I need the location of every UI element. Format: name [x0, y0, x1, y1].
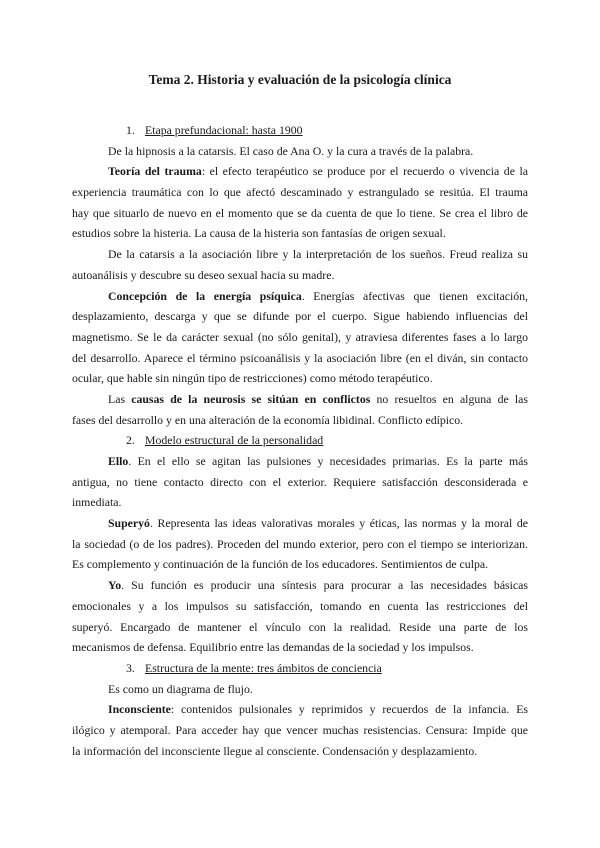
- document-body: [72, 120, 528, 761]
- paragraph-line: inmediata.: [72, 495, 122, 510]
- text-run: De la hipnosis a la catarsis. El caso de Ana O. y la cura a través de la palabra.: [108, 143, 474, 158]
- section-title: Modelo estructural de la personalidad: [145, 433, 324, 448]
- paragraph-line: magnetismo. Se le da carácter sexual (no sólo genital), y atraviesa diferentes fases a lo largo: [72, 329, 528, 344]
- paragraph-line: Es como un diagrama de flujo.: [108, 681, 253, 696]
- paragraph-line: emocionales y a los impulsos su satisfacción, tomando en cuenta las restricciones del: [72, 598, 528, 613]
- text-run: Las: [108, 391, 132, 406]
- term-bold: Concepción de la energía psíquica: [108, 288, 302, 303]
- paragraph-line: mecanismos de defensa. Equilibrio entre las demandas de la sociedad y los impulsos.: [72, 640, 474, 655]
- paragraph-line: De la catarsis a la asociación libre y la interpretación de los sueños. Freud realiza su: [108, 247, 528, 262]
- term-bold: causas de la neurosis se sitúan en conflictos: [131, 391, 371, 406]
- document-title: Tema 2. Historia y evaluación de la psicología clínica: [148, 72, 452, 87]
- text-run: . En el ello se agitan las pulsiones y necesidades primarias. Es la parte más: [128, 454, 528, 468]
- paragraph-line: experiencia traumática con lo que afectó descaminado y estrangulado se resitúa. El trauma: [72, 185, 528, 200]
- paragraph-line: [72, 513, 528, 534]
- paragraph-line: antigua, no tiene contacto directo con el exterior. Requiere satisfacción desconsiderada e: [72, 474, 528, 489]
- text-run: no resueltos en alguna de las: [370, 391, 528, 406]
- text-run: . Representa las ideas valorativas morales y éticas, las normas y la moral de: [149, 516, 528, 531]
- paragraph-line: ocular, que hable sin ningún tipo de restricciones) como método terapéutico.: [72, 371, 433, 386]
- section-number: 3.: [126, 660, 135, 675]
- section-heading: [72, 120, 528, 141]
- paragraph-line: la sociedad (o de los padres). Proceden del mundo exterior, pero con el tiempo se interiorizan.: [72, 536, 528, 551]
- section-title: Etapa prefundacional: hasta 1900: [145, 123, 303, 137]
- paragraph-line: desplazamiento, descarga y que se difunde por el cuerpo. Sigue habiendo influencias del: [72, 309, 528, 324]
- paragraph-line: la información del inconsciente llegue al consciente. Condensación y desplazamiento.: [72, 743, 478, 758]
- paragraph-line: [72, 575, 528, 596]
- paragraph-line: [72, 699, 528, 720]
- paragraph-line: [72, 389, 528, 410]
- paragraph-line: ilógico y atemporal. Para acceder hay que vencer muchas resistencias. Censura: Impide que: [72, 722, 528, 737]
- term-bold: Inconsciente: [108, 702, 171, 717]
- paragraph-line: autoanálisis y descubre su deseo sexual hacia su madre.: [72, 267, 335, 282]
- text-run: : contenidos pulsionales y reprimidos y recuerdos de la infancia. Es: [170, 702, 528, 717]
- paragraph-line: [72, 286, 528, 307]
- term-bold: Ello: [108, 454, 129, 468]
- paragraph-line: estudios sobre la histeria. La causa de la histeria son fantasías de origen sexual.: [72, 226, 446, 241]
- text-run: . Energías afectivas que tienen excitación,: [301, 288, 528, 303]
- section-heading: [72, 430, 528, 451]
- term-bold: Superyó: [108, 516, 150, 531]
- term-bold: Teoría del trauma: [108, 164, 202, 179]
- section-heading: [72, 658, 528, 679]
- paragraph-line: hay que situarlo de nuevo en el momento que se da cuenta de que lo tiene. Se crea el libro de: [72, 205, 528, 220]
- paragraph-line: [72, 161, 528, 182]
- paragraph-line: superyó. Encargado de mantener el vínculo con la realidad. Reside una parte de los: [72, 619, 528, 634]
- paragraph-line: [72, 451, 528, 472]
- paragraph-line: del desarrollo. Aparece el término psicoanálisis y la asociación libre (en el diván, sin contacto: [72, 350, 528, 365]
- paragraph-line: Es complemento y continuación de la función de los educadores. Sentimientos de culpa.: [72, 557, 489, 572]
- text-run: . Su función es producir una síntesis para procurar a las necesidades básicas: [121, 578, 528, 593]
- text-run: : el efecto terapéutico se produce por el recuerdo o vivencia de la: [201, 164, 528, 179]
- section-number: 1.: [126, 123, 135, 137]
- paragraph-line: fases del desarrollo y en una alteración de la economía libidinal. Conflicto edípico.: [72, 412, 464, 427]
- section-number: 2.: [126, 433, 135, 448]
- section-title: Estructura de la mente: tres ámbitos de conciencia: [145, 660, 382, 675]
- paragraph-line: [72, 141, 528, 162]
- term-bold: Yo: [108, 578, 122, 593]
